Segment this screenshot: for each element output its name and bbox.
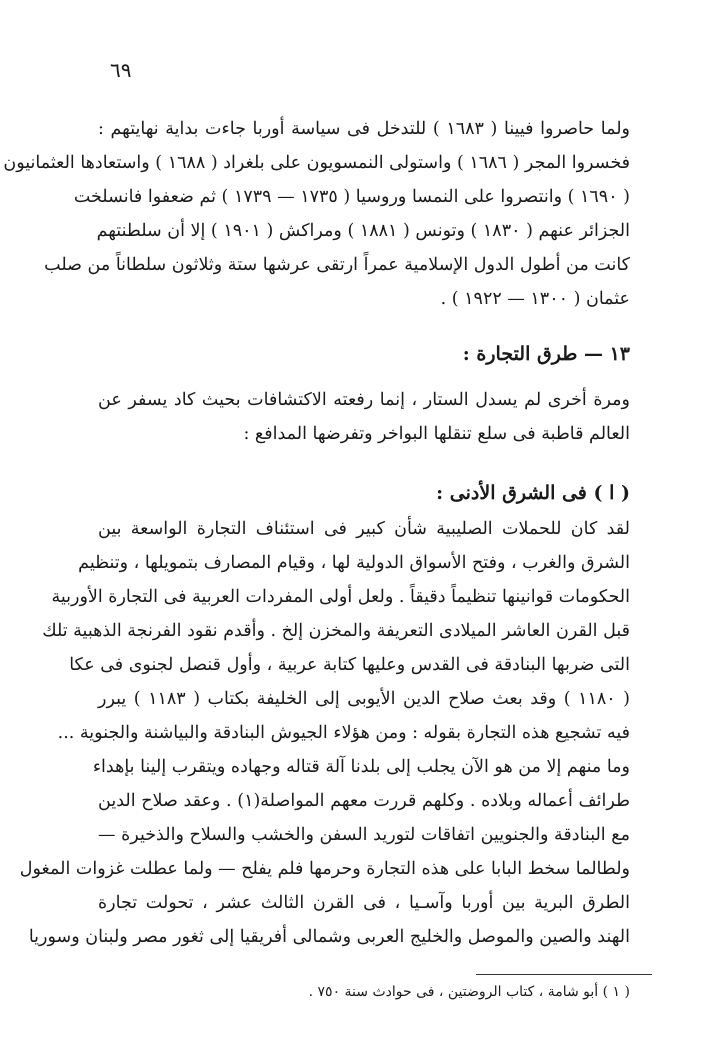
text-line: وما منهم إلا من هو الآن يجلب إلى بلدنا آلة قتاله وجهاده ويتقرب إلينا بإهداء xyxy=(92,757,630,777)
text-line: الجزائر عنهم ( ١٨٣٠ ) وتونس ( ١٨٨١ ) ومراكش ( ١٩٠١ ) إلا أن سلطنتهم xyxy=(96,221,630,241)
text-line: الحكومات قوانينها تنظيماً دقيقاً . ولعل أولى المفردات العربية فى التجارة الأوربية xyxy=(51,587,630,607)
text-line: فيه تشجيع هذه التجارة بقوله : ومن هؤلاء الجيوش البنادقة والبياشنة والجنوية ... xyxy=(57,723,630,743)
text-line: كانت من أطول الدول الإسلامية عمراً ارتقى عرشها ستة وثلاثون سلطاناً من صلب xyxy=(44,255,630,275)
text-line: مع البنادقة والجنويين اتفاقات لتوريد السفن والخشب والسلاح والذخيرة — xyxy=(98,825,630,845)
text-line: طرائف أعماله وبلاده . وكلهم قررت معهم المواصلة(١) . وعقد صلاح الدين xyxy=(98,791,630,811)
text-line: الطرق البرية بين أوربا وآسـيا ، فى القرن الثالث عشر ، تحولت تجارة xyxy=(98,893,630,913)
paragraph-near-east-trade xyxy=(19,512,630,954)
page-number: ٦٩ xyxy=(110,58,132,82)
text-line: ومرة أخرى لم يسدل الستار ، إنما رفعته الاكتشافات بحيث كاد يسفر عن xyxy=(98,390,630,410)
text-line: الهند والصين والموصل والخليج العربى وشمالى أفريقيا إلى ثغور مصر ولبنان وسوريا xyxy=(28,927,630,947)
section-heading: ١٣ — طرق التجارة : xyxy=(462,343,630,365)
text-line: ولما حاصروا فيينا ( ١٦٨٣ ) للتدخل فى سياسة أوربا جاءت بداية نهايتهم : xyxy=(98,119,630,139)
text-line: العالم قاطبة فى سلع تنقلها البواخر وتفرضها المدافع : xyxy=(243,424,630,444)
text-line: لقد كان للحملات الصليبية شأن كبير فى استئناف التجارة الواسعة بين xyxy=(98,519,630,539)
footnote: ( ١ ) أبو شامة ، كتاب الروضتين ، فى حوادث سنة ٧٥٠ . xyxy=(308,984,630,1000)
paragraph-ottoman-decline xyxy=(3,112,630,316)
text-line: ولطالما سخط البابا على هذه التجارة وحرمها فلم يفلح — ولما عطلت غزوات المغول xyxy=(19,859,630,879)
text-line: عثمان ( ١٣٠٠ — ١٩٢٢ ) . xyxy=(440,289,630,309)
text-line: التى ضربها البنادقة فى القدس وعليها كتابة عربية ، وأول قنصل لجنوى فى عكا xyxy=(69,655,630,675)
text-line: الشرق والغرب ، وفتح الأسواق الدولية لها ، وقيام المصارف بتمويلها ، وتنظيم xyxy=(78,553,630,573)
text-line: فخسروا المجر ( ١٦٨٦ ) واستولى النمسويون على بلغراد ( ١٦٨٨ ) واستعادها العثمانيون xyxy=(3,153,630,173)
footnote-divider xyxy=(476,974,652,975)
text-line: قبل القرن العاشر الميلادى التعريفة والمخزن إلخ . وأقدم نقود الفرنجة الذهبية تلك xyxy=(42,621,630,641)
subsection-heading: ( ا ) فى الشرق الأدنى : xyxy=(436,482,630,504)
text-line: ( ١١٨٠ ) وقد بعث صلاح الدين الأيوبى إلى الخليفة بكتاب ( ١١٨٣ ) يبرر xyxy=(98,689,630,709)
text-line: ( ١٦٩٠ ) وانتصروا على النمسا وروسيا ( ١٧٣٥ — ١٧٣٩ ) ثم ضعفوا فانسلخت xyxy=(73,187,630,207)
paragraph-discoveries xyxy=(98,383,630,451)
